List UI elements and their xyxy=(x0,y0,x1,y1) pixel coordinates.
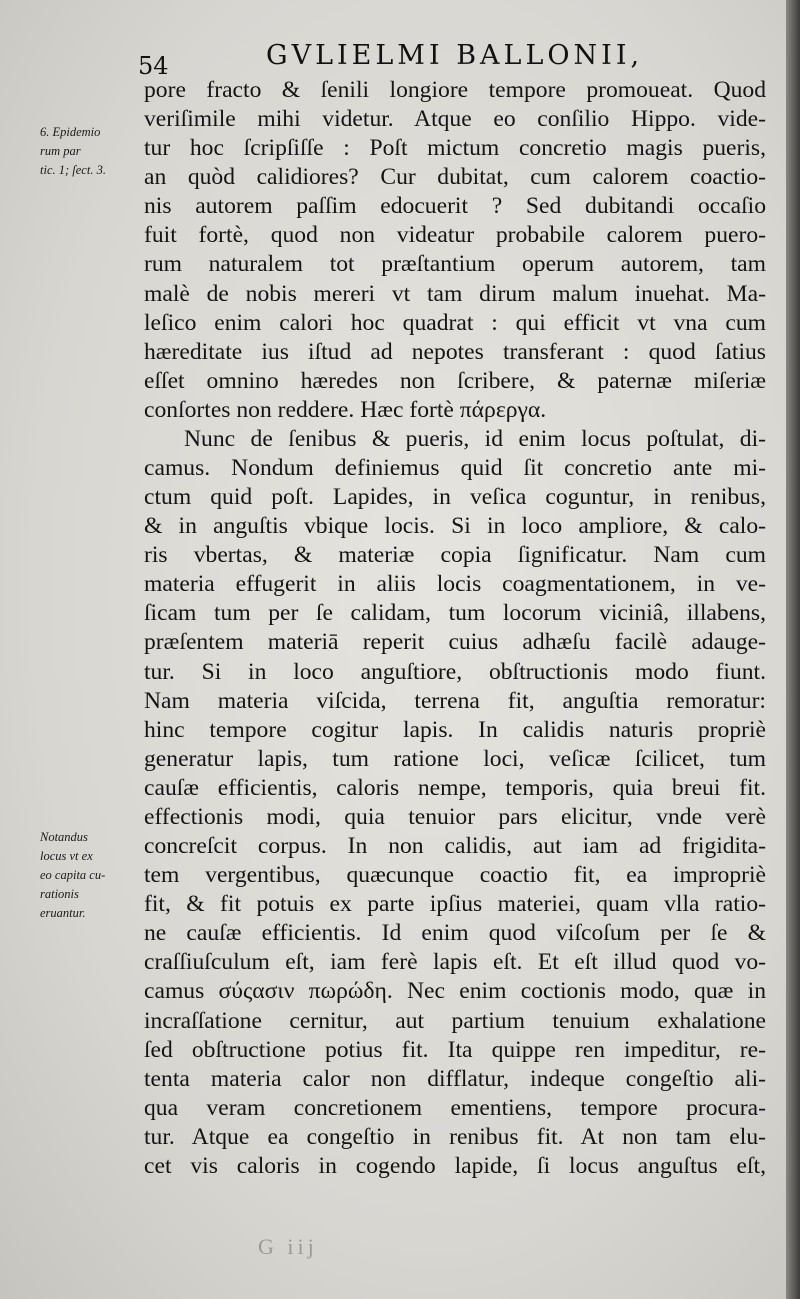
text-line: nis autorem paſſim edocuerit ? Sed dubitandi occaſio xyxy=(144,193,766,220)
text-line: ctum quid poſt. Lapides, in veſica coguntur, in renibus, xyxy=(144,484,766,511)
text-line: & in anguſtis vbique locis. Si in loco ampliore, & calo- xyxy=(144,513,766,540)
text-line: ne cauſæ efficientis. Id enim quod viſcoſum per ſe & xyxy=(144,920,766,947)
text-line: cauſæ efficientis, caloris nempe, temporis, quia breui fit. xyxy=(144,774,766,801)
text-line: tur. Atque ea congeſtio in renibus fit. At non tam elu- xyxy=(144,1123,766,1150)
text-line: tur hoc ſcripſiſſe : Poſt mictum concretio magis pueris, xyxy=(144,135,766,162)
text-line: præſentem materiā reperit cuius adhæſu facilè adauge- xyxy=(144,629,766,656)
text-line: camus σύςασιν πωρώδη. Nec enim coctionis modo, quæ in xyxy=(144,978,766,1005)
text-line: Nunc de ſenibus & pueris, id enim locus poſtulat, di- xyxy=(184,425,766,452)
margin-note-line: rum par xyxy=(40,144,81,158)
text-line: generatur lapis, tum ratione loci, veſicæ ſcilicet, tum xyxy=(144,745,766,772)
margin-note-line: eruantur. xyxy=(40,906,86,920)
margin-note-epidemiorum xyxy=(40,123,106,180)
text-line: hæreditate ius iſtud ad nepotes transferant : quod ſatius xyxy=(144,338,766,365)
margin-note-line: 6. Epidemio xyxy=(40,125,101,139)
text-line: tenta materia calor non difflatur, indeque congeſtio ali- xyxy=(144,1065,766,1092)
body-text xyxy=(144,76,766,1181)
text-line: incraſſatione cernitur, aut partium tenuium exhalatione xyxy=(144,1007,766,1034)
text-line: hinc tempore cogitur lapis. In calidis naturis propriè xyxy=(144,716,766,743)
margin-note-line: Notandus xyxy=(40,830,88,844)
running-title: GVLIELMI BALLONII, xyxy=(266,40,644,71)
text-line: an quòd calidiores? Cur dubitat, cum calorem coactio- xyxy=(144,164,766,191)
text-line: ris vbertas, & materiæ copia ſignificatur. Nam cum xyxy=(144,542,766,569)
text-line: craſſiuſculum eſt, iam ferè lapis eſt. Et eſt illud quod vo- xyxy=(144,949,766,976)
margin-note-notandus xyxy=(40,828,105,923)
margin-note-line: locus vt ex xyxy=(40,849,93,863)
text-line: eſſet omnino hæredes non ſcribere, & paternæ miſeriæ xyxy=(144,367,766,394)
text-line: ſicam tum per ſe calidam, tum locorum viciniâ, illabens, xyxy=(144,600,766,627)
text-line: fit, & fit potuis ex parte ipſius materiei, quam vlla ratio- xyxy=(144,891,766,918)
margin-note-line: rationis xyxy=(40,887,79,901)
book-spine-shadow xyxy=(786,0,800,1299)
text-line: qua veram concretionem ementiens, tempore procura- xyxy=(144,1094,766,1121)
text-line: ſed obſtructione potius fit. Ita quippe ren impeditur, re- xyxy=(144,1036,766,1063)
page-number: 54 xyxy=(138,52,169,80)
text-line: leſico enim calori hoc quadrat : qui efficit vt vna cum xyxy=(144,309,766,336)
text-line: materia effugerit in aliis locis coagmentationem, in ve- xyxy=(144,571,766,598)
text-line: pore fracto & ſenili longiore tempore promoueat. Quod xyxy=(144,77,766,103)
text-line: veriſimile mihi videtur. Atque eo conſilio Hippo. vide- xyxy=(144,106,766,133)
margin-note-line: eo capita cu- xyxy=(40,868,106,882)
text-line: cet vis caloris in cogendo lapide, ſi locus anguſtus eſt, xyxy=(144,1152,766,1179)
text-line: Nam materia viſcida, terrena fit, anguſtia remoratur: xyxy=(144,687,766,714)
text-line: effectionis modi, quia tenuior pars elicitur, vnde verè xyxy=(144,803,766,830)
text-line: camus. Nondum definiemus quid ſit concretio ante mi- xyxy=(144,455,766,482)
text-line: rum naturalem tot præſtantium operum autorem, tam xyxy=(144,251,766,278)
text-line: conſortes non reddere. Hæc fortè πάρεργα. xyxy=(144,396,547,423)
text-line: malè de nobis mereri vt tam dirum malum inuehat. Ma- xyxy=(144,280,766,307)
text-line: fuit fortè, quod non videatur probabile calorem puero- xyxy=(144,222,766,249)
signature-mark: G iij xyxy=(258,1234,318,1259)
margin-note-line: tic. 1; ſect. 3. xyxy=(40,163,106,177)
text-line: concreſcit corpus. In non calidis, aut iam ad frigidita- xyxy=(144,833,766,860)
text-line: tem vergentibus, quæcunque coactio fit, ea impropriè xyxy=(144,862,766,889)
text-line: tur. Si in loco anguſtiore, obſtructionis modo fiunt. xyxy=(144,658,766,685)
